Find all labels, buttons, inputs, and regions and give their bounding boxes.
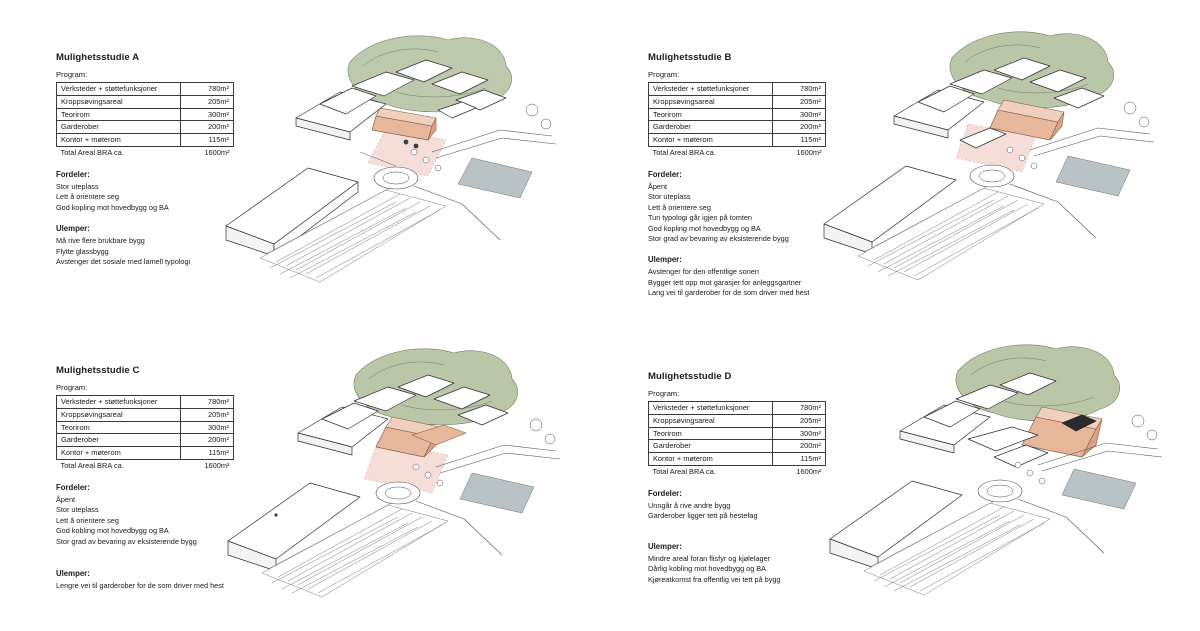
table-row [649,108,826,121]
program-item: Kroppsøvingsareal [57,95,181,108]
water-area [1062,469,1136,509]
program-label-b: Program: [648,70,680,79]
list-item: God kobling mot hovedbygg og BA [56,526,169,536]
page-title-c: Mulighetsstudie C [56,365,140,376]
site-drawing-b [800,0,1200,315]
program-item: Verksteder + støttefunksjoner [649,83,773,96]
table-row [649,427,826,440]
site-drawing-d [800,315,1200,630]
list-item: Bygger tett opp mot garasjer for anleggsgartner [648,277,802,287]
program-value: 205m² [181,408,234,421]
water-area [1056,156,1130,196]
cons-heading: Ulemper: [648,255,682,265]
list-item: Stor uteplass [56,505,99,515]
program-value: 300m² [181,421,234,434]
water-area [460,473,534,513]
program-value: 205m² [773,95,826,108]
list-item: Tun typologi går igjen på tomten [648,213,752,223]
program-item: Verksteder + støttefunksjoner [649,402,773,415]
table-row-total [649,146,826,159]
cons-heading: Ulemper: [648,541,682,551]
total-label: Total Areal BRA ca. [57,459,181,472]
program-item: Teorirom [57,108,181,121]
table-row [649,453,826,466]
list-item: Lengre vei til garderober for de som driver med hest [56,580,224,590]
program-value: 200m² [773,121,826,134]
study-panel-b [600,0,1200,315]
table-row [649,121,826,134]
program-label-c: Program: [56,383,88,392]
program-value: 300m² [773,427,826,440]
table-row-total [649,465,826,478]
list-item: Kjøreatkomst fra offentlig vei tett på bygg [648,574,781,584]
list-item: God kopling mot hovedbygg og BA [56,202,169,212]
cons-heading: Ulemper: [56,224,90,234]
program-item: Teorirom [649,108,773,121]
study-panel-d [600,315,1200,630]
list-item: Dårlig kobling mot hovedbygg og BA [648,564,767,574]
list-item: Lett å orientere seg [648,202,711,212]
site-drawing-c [200,315,600,630]
water-area [458,158,532,198]
program-value: 205m² [181,95,234,108]
program-item: Garderober [649,121,773,134]
program-item: Kontor + møterom [57,134,181,147]
pros-heading: Fordeler: [648,489,682,499]
list-item: Lett å orientere seg [56,515,119,525]
program-value: 205m² [773,414,826,427]
program-item: Kontor + møterom [649,453,773,466]
program-value: 780m² [773,402,826,415]
list-item: Avstenger for den offentlige sonen [648,267,759,277]
program-item: Kroppsøvingsareal [649,95,773,108]
pros-heading: Fordeler: [56,483,90,493]
total-value: 1600m² [773,146,826,159]
cons-heading: Ulemper: [56,568,90,578]
program-value: 115m² [181,134,234,147]
list-item: Avstenger det sosiale med lamell typologi [56,256,191,266]
list-item: Garderober ligger tett på hestefag [648,511,758,521]
table-row [649,83,826,96]
program-value: 115m² [181,447,234,460]
program-item: Teorirom [649,427,773,440]
list-item: Stor uteplass [648,192,691,202]
list-item: Stor grad av bevaring av eksisterende bygg [648,233,789,243]
program-value: 200m² [181,121,234,134]
page-title-a: Mulighetsstudie A [56,52,140,63]
pros-heading: Fordeler: [56,170,90,180]
program-item: Garderober [57,434,181,447]
program-item: Garderober [57,121,181,134]
program-item: Kroppsøvingsareal [649,414,773,427]
total-label: Total Areal BRA ca. [649,465,773,478]
total-value: 1600m² [773,465,826,478]
list-item: God kopling mot hovedbygg og BA [648,223,761,233]
list-item: Mindre areal foran flisfyr og kjølelager [648,553,771,563]
study-panel-a [0,0,600,315]
list-item: Åpent [56,495,76,505]
total-value: 1600m² [181,146,234,159]
program-value: 780m² [181,83,234,96]
list-item: Må rive flere brukbare bygg [56,236,145,246]
program-value: 300m² [181,108,234,121]
program-label-d: Program: [648,389,680,398]
program-value: 300m² [773,108,826,121]
list-item: Åpent [648,182,668,192]
program-item: Verksteder + støttefunksjoner [57,83,181,96]
program-label-a: Program: [56,70,88,79]
list-item: Stor uteplass [56,182,99,192]
program-item: Kontor + møterom [649,134,773,147]
page-title-d: Mulighetsstudie D [648,371,732,382]
program-value: 200m² [773,440,826,453]
list-item: Flytte glassbygg [56,246,109,256]
program-item: Verksteder + støttefunksjoner [57,396,181,409]
site-drawing-a [200,0,600,315]
total-value: 1600m² [181,459,234,472]
list-item: Lett å orientere seg [56,192,119,202]
table-row [649,414,826,427]
program-value: 780m² [773,83,826,96]
table-row [649,440,826,453]
table-row [649,402,826,415]
program-value: 780m² [181,396,234,409]
program-value: 200m² [181,434,234,447]
list-item: Stor grad av bevaring av eksisterende bygg [56,536,197,546]
study-panel-c [0,315,600,630]
program-value: 115m² [773,134,826,147]
program-value: 115m² [773,453,826,466]
table-row [649,95,826,108]
total-label: Total Areal BRA ca. [57,146,181,159]
list-item: Unngår å rive andre bygg [648,501,731,511]
list-item: Lang vei til garderober for de som driver med hest [648,287,810,297]
total-label: Total Areal BRA ca. [649,146,773,159]
program-item: Garderober [649,440,773,453]
table-row [649,134,826,147]
program-item: Teorirom [57,421,181,434]
program-item: Kroppsøvingsareal [57,408,181,421]
program-item: Kontor + møterom [57,447,181,460]
pros-heading: Fordeler: [648,170,682,180]
page-title-b: Mulighetsstudie B [648,52,732,63]
